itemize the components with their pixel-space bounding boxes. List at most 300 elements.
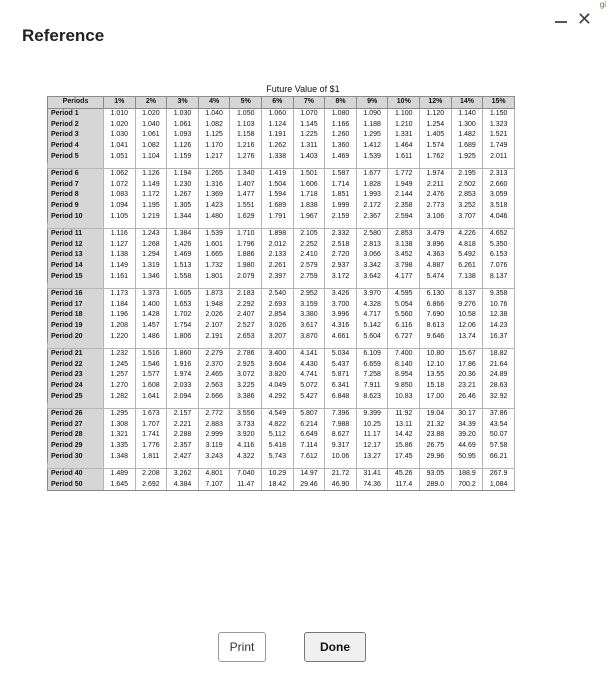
table-cell: 1.020 <box>135 108 167 119</box>
table-cell: 2.358 <box>388 201 420 212</box>
table-cell: 3.700 <box>325 300 357 311</box>
table-cell: 4.363 <box>420 250 452 261</box>
table-cell: 1.124 <box>262 120 294 131</box>
table-cell: 1.158 <box>230 130 262 141</box>
table-cell: 1.689 <box>262 201 294 212</box>
table-cell: 1.457 <box>135 321 167 332</box>
table-cell: 1.219 <box>135 212 167 223</box>
table-cell: 1.188 <box>356 120 388 131</box>
done-button[interactable]: Done <box>304 632 366 662</box>
table-cell: 29.96 <box>420 452 452 463</box>
table-cell: 1.551 <box>230 201 262 212</box>
table-cell: 2.579 <box>293 261 325 272</box>
table-cell: 2.105 <box>293 228 325 239</box>
table-cell: 1.714 <box>325 180 357 191</box>
table-cell: 4.549 <box>262 408 294 419</box>
table-cell: 3.642 <box>356 272 388 283</box>
table-cell: 3.262 <box>167 468 199 479</box>
table-cell: 10.80 <box>420 348 452 359</box>
table-cell: 4.887 <box>420 261 452 272</box>
table-cell: 1.082 <box>198 120 230 131</box>
table-cell: 1.707 <box>135 420 167 431</box>
table-cell: 1.980 <box>230 261 262 272</box>
table-cell: 2.094 <box>167 392 199 403</box>
table-cell: 3.172 <box>325 272 357 283</box>
table-cell: 1.428 <box>135 310 167 321</box>
table-cell: 1.196 <box>104 310 136 321</box>
table-cell: 5.604 <box>356 332 388 343</box>
period-label: Period 1 <box>48 108 104 119</box>
table-cell: 1.116 <box>104 228 136 239</box>
table-cell: 31.41 <box>356 468 388 479</box>
table-cell: 34.39 <box>451 420 483 431</box>
table-cell: 1.267 <box>167 190 199 201</box>
table-cell: 1.311 <box>293 141 325 152</box>
table-cell: 1.673 <box>135 408 167 419</box>
table-cell: 4.801 <box>198 468 230 479</box>
table-cell: 9.358 <box>483 288 515 299</box>
table-cell: 1.268 <box>135 240 167 251</box>
print-button[interactable]: Print <box>218 632 266 662</box>
table-cell: 1.469 <box>167 250 199 261</box>
table-row <box>48 190 515 201</box>
header-rate: 14% <box>451 97 483 109</box>
table-cell: 1.653 <box>167 300 199 311</box>
period-label: Period 26 <box>48 408 104 419</box>
header-rate: 7% <box>293 97 325 109</box>
table-cell: 1.262 <box>262 141 294 152</box>
period-label: Period 19 <box>48 321 104 332</box>
table-cell: 1.412 <box>356 141 388 152</box>
table-cell: 4.661 <box>325 332 357 343</box>
table-cell: 1.732 <box>198 261 230 272</box>
table-cell: 11.92 <box>388 408 420 419</box>
period-label: Period 23 <box>48 370 104 381</box>
table-cell: 1.243 <box>135 228 167 239</box>
table-cell: 2.540 <box>262 288 294 299</box>
table-cell: 1.127 <box>104 240 136 251</box>
table-cell: 2.594 <box>388 212 420 223</box>
table-row <box>48 452 515 463</box>
table-cell: 1.400 <box>135 300 167 311</box>
period-label: Period 40 <box>48 468 104 479</box>
table-cell: 1.426 <box>167 240 199 251</box>
period-label: Period 11 <box>48 228 104 239</box>
header-rate: 9% <box>356 97 388 109</box>
table-cell: 6.116 <box>388 321 420 332</box>
table-cell: 3.380 <box>293 310 325 321</box>
table-cell: 1.149 <box>135 180 167 191</box>
table-cell: 2.279 <box>198 348 230 359</box>
table-cell: 2.252 <box>293 240 325 251</box>
table-cell: 1.645 <box>104 480 136 491</box>
header-rate: 12% <box>420 97 452 109</box>
table-cell: 1.587 <box>325 168 357 179</box>
table-row <box>48 228 515 239</box>
table-cell: 7.911 <box>356 381 388 392</box>
table-cell: 1.093 <box>167 130 199 141</box>
table-cell: 1.469 <box>325 152 357 163</box>
table-cell: 2.026 <box>198 310 230 321</box>
table-cell: 5.054 <box>388 300 420 311</box>
table-row <box>48 108 515 119</box>
window-controls <box>555 10 592 28</box>
table-cell: 3.072 <box>230 370 262 381</box>
table-cell: 1.060 <box>262 108 294 119</box>
table-cell: 6.214 <box>293 420 325 431</box>
table-cell: 4.741 <box>293 370 325 381</box>
table-cell: 1.265 <box>198 168 230 179</box>
table-cell: 1.308 <box>104 420 136 431</box>
period-label: Period 24 <box>48 381 104 392</box>
table-cell: 1.513 <box>167 261 199 272</box>
table-cell: 6.130 <box>420 288 452 299</box>
period-label: Period 14 <box>48 261 104 272</box>
table-cell: 2.397 <box>262 272 294 283</box>
table-cell: 19.04 <box>420 408 452 419</box>
table-cell: 3.733 <box>230 420 262 431</box>
period-label: Period 17 <box>48 300 104 311</box>
table-cell: 4.316 <box>325 321 357 332</box>
table-cell: 4.595 <box>388 288 420 299</box>
table-cell: 93.05 <box>420 468 452 479</box>
table-cell: 7.612 <box>293 452 325 463</box>
table-cell: 1.294 <box>135 250 167 261</box>
table-cell: 3.617 <box>293 321 325 332</box>
table-cell: 2.191 <box>198 332 230 343</box>
table-cell: 4.141 <box>293 348 325 359</box>
table-cell: 1.082 <box>135 141 167 152</box>
table-cell: 2.079 <box>230 272 262 283</box>
table-row <box>48 321 515 332</box>
table-cell: 1.166 <box>325 120 357 131</box>
table-cell: 2.653 <box>230 332 262 343</box>
table-cell: 1.606 <box>293 180 325 191</box>
table-cell: 43.54 <box>483 420 515 431</box>
table-cell: 9.399 <box>356 408 388 419</box>
table-cell: 7.040 <box>230 468 262 479</box>
table-cell: 1.040 <box>198 108 230 119</box>
table-cell: 9.317 <box>325 441 357 452</box>
table-row <box>48 288 515 299</box>
table-cell: 1.194 <box>167 168 199 179</box>
close-icon[interactable]: ✕ <box>576 9 592 29</box>
table-cell: 3.119 <box>198 441 230 452</box>
table-cell: 5.437 <box>325 360 357 371</box>
table-row <box>48 120 515 131</box>
table-row <box>48 180 515 191</box>
table-cell: 2.502 <box>451 180 483 191</box>
table-cell: 12.17 <box>356 441 388 452</box>
period-label: Period 10 <box>48 212 104 223</box>
table-cell: 4.822 <box>262 420 294 431</box>
table-cell: 2.033 <box>167 381 199 392</box>
table-cell: 1.145 <box>293 120 325 131</box>
table-cell: 1.754 <box>167 321 199 332</box>
table-cell: 30.17 <box>451 408 483 419</box>
period-label: Period 29 <box>48 441 104 452</box>
table-cell: 1.558 <box>167 272 199 283</box>
table-cell: 1.140 <box>451 108 483 119</box>
table-cell: 6.109 <box>356 348 388 359</box>
table-cell: 1.126 <box>167 141 199 152</box>
table-cell: 2.759 <box>293 272 325 283</box>
table-row <box>48 420 515 431</box>
table-cell: 4.818 <box>451 240 483 251</box>
table-cell: 1.184 <box>104 300 136 311</box>
table-cell: 1.150 <box>483 108 515 119</box>
table-cell: 1.489 <box>104 468 136 479</box>
table-cell: 1.344 <box>167 212 199 223</box>
table-cell: 3.243 <box>198 452 230 463</box>
table-cell: 1.806 <box>167 332 199 343</box>
table-cell: 2.211 <box>420 180 452 191</box>
table-cell: 8.954 <box>388 370 420 381</box>
table-cell: 1,084 <box>483 480 515 491</box>
period-label: Period 2 <box>48 120 104 131</box>
table-cell: 8.627 <box>325 430 357 441</box>
table-cell: 1.482 <box>451 130 483 141</box>
table-cell: 2.357 <box>167 441 199 452</box>
table-cell: 7.690 <box>420 310 452 321</box>
table-cell: 1.270 <box>104 381 136 392</box>
table-cell: 2.208 <box>135 468 167 479</box>
table-row <box>48 240 515 251</box>
table-cell: 11.17 <box>356 430 388 441</box>
table-cell: 5.112 <box>262 430 294 441</box>
table-cell: 3.996 <box>325 310 357 321</box>
table-cell: 26.75 <box>420 441 452 452</box>
table-cell: 1.796 <box>230 240 262 251</box>
table-cell: 1.276 <box>230 152 262 163</box>
table-cell: 3.556 <box>230 408 262 419</box>
table-cell: 12.38 <box>483 310 515 321</box>
table-cell: 1.260 <box>325 130 357 141</box>
table-cell: 2.937 <box>325 261 357 272</box>
header-rate: 5% <box>230 97 262 109</box>
table-cell: 66.21 <box>483 452 515 463</box>
table-cell: 32.92 <box>483 392 515 403</box>
table-cell: 4.322 <box>230 452 262 463</box>
table-row <box>48 480 515 491</box>
table-cell: 1.257 <box>104 370 136 381</box>
table-cell: 1.373 <box>135 288 167 299</box>
table-cell: 1.521 <box>483 130 515 141</box>
table-cell: 1.665 <box>198 250 230 261</box>
table-cell: 188.9 <box>451 468 483 479</box>
table-cell: 2.853 <box>388 228 420 239</box>
table-cell: 1.710 <box>230 228 262 239</box>
table-cell: 1.061 <box>135 130 167 141</box>
table-cell: 9.276 <box>451 300 483 311</box>
table-cell: 6.866 <box>420 300 452 311</box>
table-cell: 10.76 <box>483 300 515 311</box>
table-cell: 1.316 <box>198 180 230 191</box>
table-cell: 6.341 <box>325 381 357 392</box>
table-cell: 3.479 <box>420 228 452 239</box>
table-cell: 1.254 <box>420 120 452 131</box>
table-cell: 8.613 <box>420 321 452 332</box>
table-cell: 57.58 <box>483 441 515 452</box>
table-row <box>48 141 515 152</box>
table-cell: 1.594 <box>262 190 294 201</box>
table-cell: 9.646 <box>420 332 452 343</box>
table-cell: 2.692 <box>135 480 167 491</box>
table-cell: 1.791 <box>262 212 294 223</box>
table-cell: 1.061 <box>167 120 199 131</box>
table-cell: 7.076 <box>483 261 515 272</box>
table-cell: 1.828 <box>356 180 388 191</box>
table-cell: 2.012 <box>262 240 294 251</box>
period-label: Period 15 <box>48 272 104 283</box>
table-cell: 2.292 <box>230 300 262 311</box>
table-cell: 39.20 <box>451 430 483 441</box>
table-cell: 15.67 <box>451 348 483 359</box>
table-cell: 1.094 <box>104 201 136 212</box>
table-cell: 10.29 <box>262 468 294 479</box>
table-cell: 2.999 <box>198 430 230 441</box>
table-cell: 2.144 <box>388 190 420 201</box>
table-cell: 1.295 <box>356 130 388 141</box>
table-row <box>48 201 515 212</box>
table-cell: 5.142 <box>356 321 388 332</box>
table-cell: 5.560 <box>388 310 420 321</box>
period-label: Period 7 <box>48 180 104 191</box>
table-cell: 20.36 <box>451 370 483 381</box>
table-cell: 1.360 <box>325 141 357 152</box>
table-cell: 10.83 <box>388 392 420 403</box>
table-cell: 3.920 <box>230 430 262 441</box>
dialog-title: Reference <box>22 26 105 45</box>
table-row <box>48 250 515 261</box>
table-cell: 7.138 <box>451 272 483 283</box>
table-row <box>48 441 515 452</box>
table-cell: 1.403 <box>293 152 325 163</box>
table-cell: 1.504 <box>262 180 294 191</box>
table-cell: 5.807 <box>293 408 325 419</box>
table-cell: 5.474 <box>420 272 452 283</box>
table-cell: 4.652 <box>483 228 515 239</box>
period-label: Period 13 <box>48 250 104 261</box>
table-cell: 1.925 <box>451 152 483 163</box>
table-cell: 2.518 <box>325 240 357 251</box>
table-cell: 1.195 <box>135 201 167 212</box>
table-cell: 267.9 <box>483 468 515 479</box>
table-cell: 1.702 <box>167 310 199 321</box>
table-cell: 14.23 <box>483 321 515 332</box>
table-cell: 29.46 <box>293 480 325 491</box>
period-label: Period 28 <box>48 430 104 441</box>
table-cell: 1.772 <box>388 168 420 179</box>
table-cell: 5.427 <box>293 392 325 403</box>
table-cell: 2.720 <box>325 250 357 261</box>
table-cell: 1.331 <box>388 130 420 141</box>
table-cell: 3.896 <box>420 240 452 251</box>
table-cell: 2.786 <box>230 348 262 359</box>
table-cell: 2.925 <box>230 360 262 371</box>
table-cell: 1.323 <box>483 120 515 131</box>
table-cell: 7.400 <box>388 348 420 359</box>
table-cell: 8.137 <box>451 288 483 299</box>
table-cell: 3.518 <box>483 201 515 212</box>
table-cell: 1.689 <box>451 141 483 152</box>
table-cell: 4.049 <box>262 381 294 392</box>
table-row <box>48 261 515 272</box>
table-cell: 1.100 <box>388 108 420 119</box>
table-cell: 2.580 <box>356 228 388 239</box>
table-cell: 1.741 <box>135 430 167 441</box>
table-cell: 4.226 <box>451 228 483 239</box>
table-cell: 7.988 <box>325 420 357 431</box>
table-cell: 1.629 <box>230 212 262 223</box>
table-cell: 4.717 <box>356 310 388 321</box>
table-cell: 8.137 <box>483 272 515 283</box>
header-rate: 2% <box>135 97 167 109</box>
table-cell: 1.210 <box>388 120 420 131</box>
table-cell: 2.221 <box>167 420 199 431</box>
table-cell: 1.338 <box>262 152 294 163</box>
table-cell: 45.26 <box>388 468 420 479</box>
table-cell: 1.220 <box>104 332 136 343</box>
table-cell: 15.86 <box>388 441 420 452</box>
table-cell: 3.138 <box>388 240 420 251</box>
minimize-icon[interactable] <box>555 21 567 23</box>
future-value-table <box>47 96 515 491</box>
table-cell: 1.010 <box>104 108 136 119</box>
table-cell: 13.74 <box>451 332 483 343</box>
table-cell: 2.772 <box>198 408 230 419</box>
header-periods: Periods <box>48 97 104 109</box>
table-cell: 1.030 <box>104 130 136 141</box>
table-cell: 1.718 <box>293 190 325 201</box>
table-cell: 1.282 <box>104 392 136 403</box>
table-cell: 7.114 <box>293 441 325 452</box>
table-cell: 1.641 <box>135 392 167 403</box>
table-cell: 2.660 <box>483 180 515 191</box>
table-cell: 24.89 <box>483 370 515 381</box>
table-title: Future Value of $1 <box>266 84 340 94</box>
table-cell: 1.020 <box>104 120 136 131</box>
table-cell: 7.107 <box>198 480 230 491</box>
table-cell: 2.813 <box>356 240 388 251</box>
table-cell: 3.452 <box>388 250 420 261</box>
header-rate: 15% <box>483 97 515 109</box>
table-cell: 14.42 <box>388 430 420 441</box>
table-row <box>48 300 515 311</box>
table-cell: 3.066 <box>356 250 388 261</box>
table-cell: 6.659 <box>356 360 388 371</box>
period-label: Period 9 <box>48 201 104 212</box>
table-cell: 1.974 <box>420 168 452 179</box>
table-cell: 1.993 <box>356 190 388 201</box>
table-cell: 1.335 <box>104 441 136 452</box>
table-cell: 4.292 <box>262 392 294 403</box>
period-label: Period 25 <box>48 392 104 403</box>
table-cell: 1.677 <box>356 168 388 179</box>
table-cell: 7.396 <box>325 408 357 419</box>
table-cell: 2.410 <box>293 250 325 261</box>
table-cell: 1.601 <box>198 240 230 251</box>
table-cell: 1.217 <box>198 152 230 163</box>
table-cell: 6.649 <box>293 430 325 441</box>
table-cell: 1.762 <box>420 152 452 163</box>
table-cell: 1.321 <box>104 430 136 441</box>
table-cell: 23.88 <box>420 430 452 441</box>
table-cell: 1.776 <box>135 441 167 452</box>
table-cell: 1.369 <box>198 190 230 201</box>
table-cell: 2.427 <box>167 452 199 463</box>
table-cell: 5.743 <box>262 452 294 463</box>
